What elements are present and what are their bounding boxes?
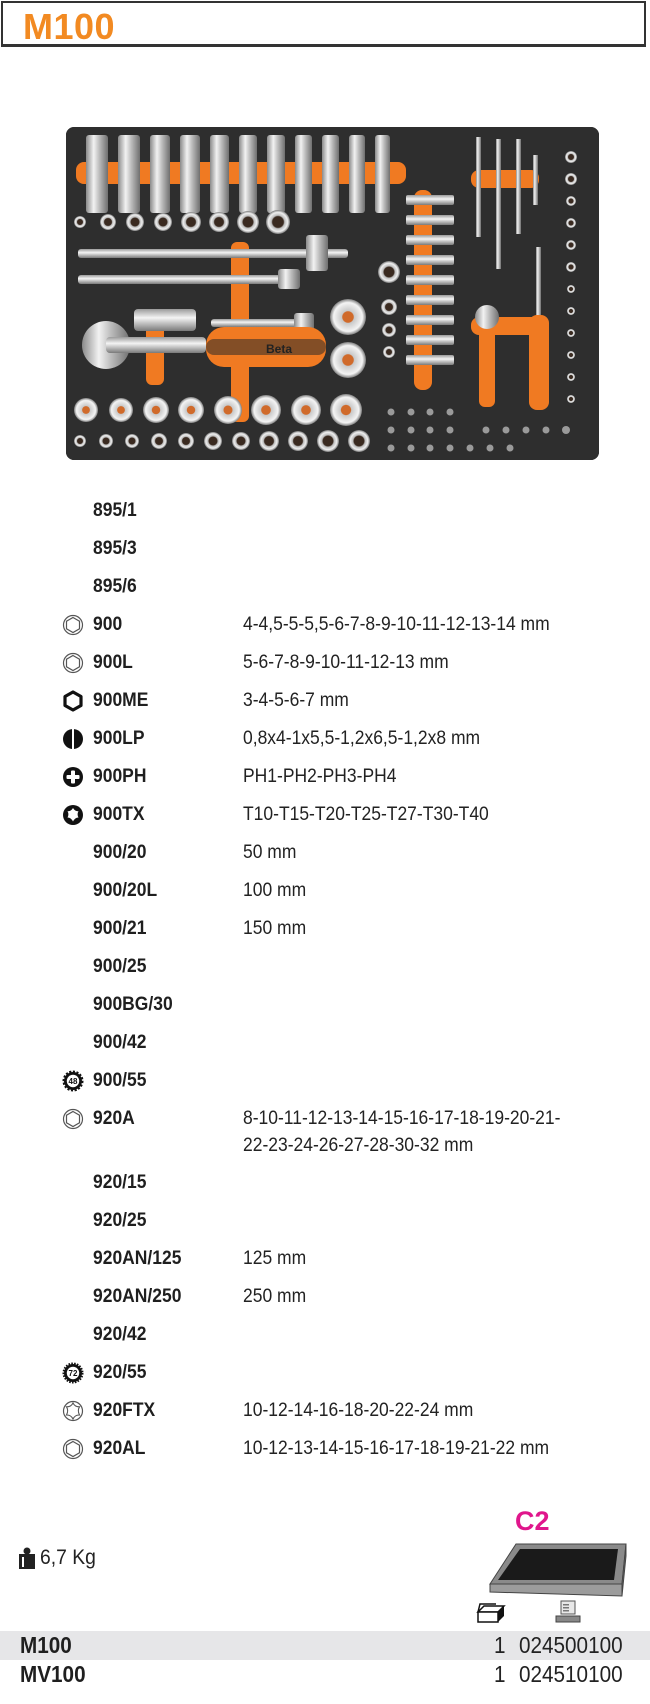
- list-item: [0, 877, 650, 907]
- list-item: [0, 573, 650, 603]
- order-number: 024510100: [519, 1661, 623, 1687]
- item-code: 920AL: [93, 1438, 146, 1459]
- computer-icon: [555, 1600, 581, 1624]
- item-code: 900/42: [93, 1032, 147, 1053]
- item-desc-line2: 22-23-24-26-27-28-30-32 mm: [243, 1135, 474, 1156]
- item-code: 900PH: [93, 766, 147, 787]
- list-item: [0, 991, 650, 1021]
- weight-value: 6,7 Kg: [40, 1546, 96, 1569]
- item-code: 920/55: [93, 1362, 147, 1383]
- list-item: [0, 1435, 650, 1465]
- item-code: 900TX: [93, 804, 145, 825]
- item-desc: 50 mm: [243, 842, 297, 863]
- item-code: 920AN/250: [93, 1286, 182, 1307]
- list-item: [0, 1169, 650, 1199]
- svg-text:72: 72: [68, 1369, 78, 1378]
- order-row: [0, 1631, 650, 1660]
- item-code: 920FTX: [93, 1400, 156, 1421]
- hexagon-socket-icon: [62, 1438, 84, 1460]
- item-code: 895/6: [93, 576, 137, 597]
- item-code: 900/21: [93, 918, 147, 939]
- item-code: 920A: [93, 1108, 135, 1129]
- drawer-label: C2: [515, 1506, 550, 1536]
- order-code: M100: [20, 1632, 72, 1658]
- item-desc: 3-4-5-6-7 mm: [243, 690, 349, 711]
- item-code: 900: [93, 614, 123, 635]
- item-code: 895/3: [93, 538, 137, 559]
- list-item: [0, 535, 650, 565]
- drawer-tray-icon: [488, 1540, 628, 1602]
- item-desc: 150 mm: [243, 918, 307, 939]
- weight-info: [18, 1546, 101, 1570]
- list-item: [0, 649, 650, 679]
- item-desc: T10-T15-T20-T25-T27-T30-T40: [243, 804, 489, 825]
- torx-icon: [62, 804, 84, 826]
- order-number: 024500100: [519, 1632, 623, 1658]
- svg-text:48: 48: [68, 1077, 78, 1086]
- item-desc: 125 mm: [243, 1248, 307, 1269]
- item-code: 900L: [93, 652, 133, 673]
- item-desc-line1: 8-10-11-12-13-14-15-16-17-18-19-20-21-: [243, 1108, 561, 1129]
- list-item: [0, 763, 650, 793]
- item-code: 900/20: [93, 842, 147, 863]
- item-desc: 5-6-7-8-9-10-11-12-13 mm: [243, 652, 449, 673]
- item-code: 900/20L: [93, 880, 158, 901]
- list-item: [0, 915, 650, 945]
- item-desc: 0,8x4-1x5,5-1,2x6,5-1,2x8 mm: [243, 728, 481, 749]
- list-item: [0, 497, 650, 527]
- list-item: [0, 1321, 650, 1351]
- list-item: [0, 1207, 650, 1237]
- item-code: 900LP: [93, 728, 145, 749]
- list-item: [0, 725, 650, 755]
- item-code: 920AN/125: [93, 1248, 182, 1269]
- item-code: 900/55: [93, 1070, 147, 1091]
- order-qty: 1: [494, 1661, 506, 1687]
- weight-icon: [18, 1547, 36, 1569]
- gear-72-icon: [62, 1362, 84, 1384]
- external-torx-icon: [62, 1400, 84, 1422]
- list-item: [0, 1105, 650, 1161]
- item-desc: PH1-PH2-PH3-PH4: [243, 766, 397, 787]
- gear-48-icon: [62, 1070, 84, 1092]
- list-item: [0, 801, 650, 831]
- item-code: 895/1: [93, 500, 137, 521]
- item-code: 900/25: [93, 956, 147, 977]
- list-item: [0, 1067, 650, 1097]
- item-desc: 10-12-14-16-18-20-22-24 mm: [243, 1400, 474, 1421]
- hexagon-socket-icon: [62, 652, 84, 674]
- item-code: 920/42: [93, 1324, 147, 1345]
- list-item: [0, 1283, 650, 1313]
- item-desc: 4-4,5-5-5,5-6-7-8-9-10-11-12-13-14 mm: [243, 614, 550, 635]
- order-code: MV100: [20, 1661, 86, 1687]
- svg-text:Beta: Beta: [266, 342, 293, 356]
- order-qty: 1: [494, 1632, 506, 1658]
- item-code: 900BG/30: [93, 994, 173, 1015]
- header-bar: [1, 1, 646, 47]
- item-code: 920/15: [93, 1172, 147, 1193]
- order-row: [0, 1660, 650, 1689]
- item-desc: 100 mm: [243, 880, 307, 901]
- item-desc: 10-12-13-14-15-16-17-18-19-21-22 mm: [243, 1438, 550, 1459]
- product-title: M100: [23, 6, 116, 47]
- hexagon-socket-icon: [62, 614, 84, 636]
- list-item: [0, 1397, 650, 1427]
- list-item: [0, 1245, 650, 1275]
- phillips-icon: [62, 766, 84, 788]
- hex-key-icon: [62, 690, 84, 712]
- package-box-icon: [476, 1602, 506, 1624]
- slotted-icon: [62, 728, 84, 750]
- item-code: 900ME: [93, 690, 149, 711]
- list-item: [0, 953, 650, 983]
- list-item: [0, 611, 650, 641]
- product-image: [66, 127, 599, 460]
- hexagon-socket-icon: [62, 1108, 84, 1130]
- list-item: [0, 1029, 650, 1059]
- list-item: [0, 839, 650, 869]
- list-item: [0, 687, 650, 717]
- item-desc: 250 mm: [243, 1286, 307, 1307]
- item-code: 920/25: [93, 1210, 147, 1231]
- list-item: [0, 1359, 650, 1389]
